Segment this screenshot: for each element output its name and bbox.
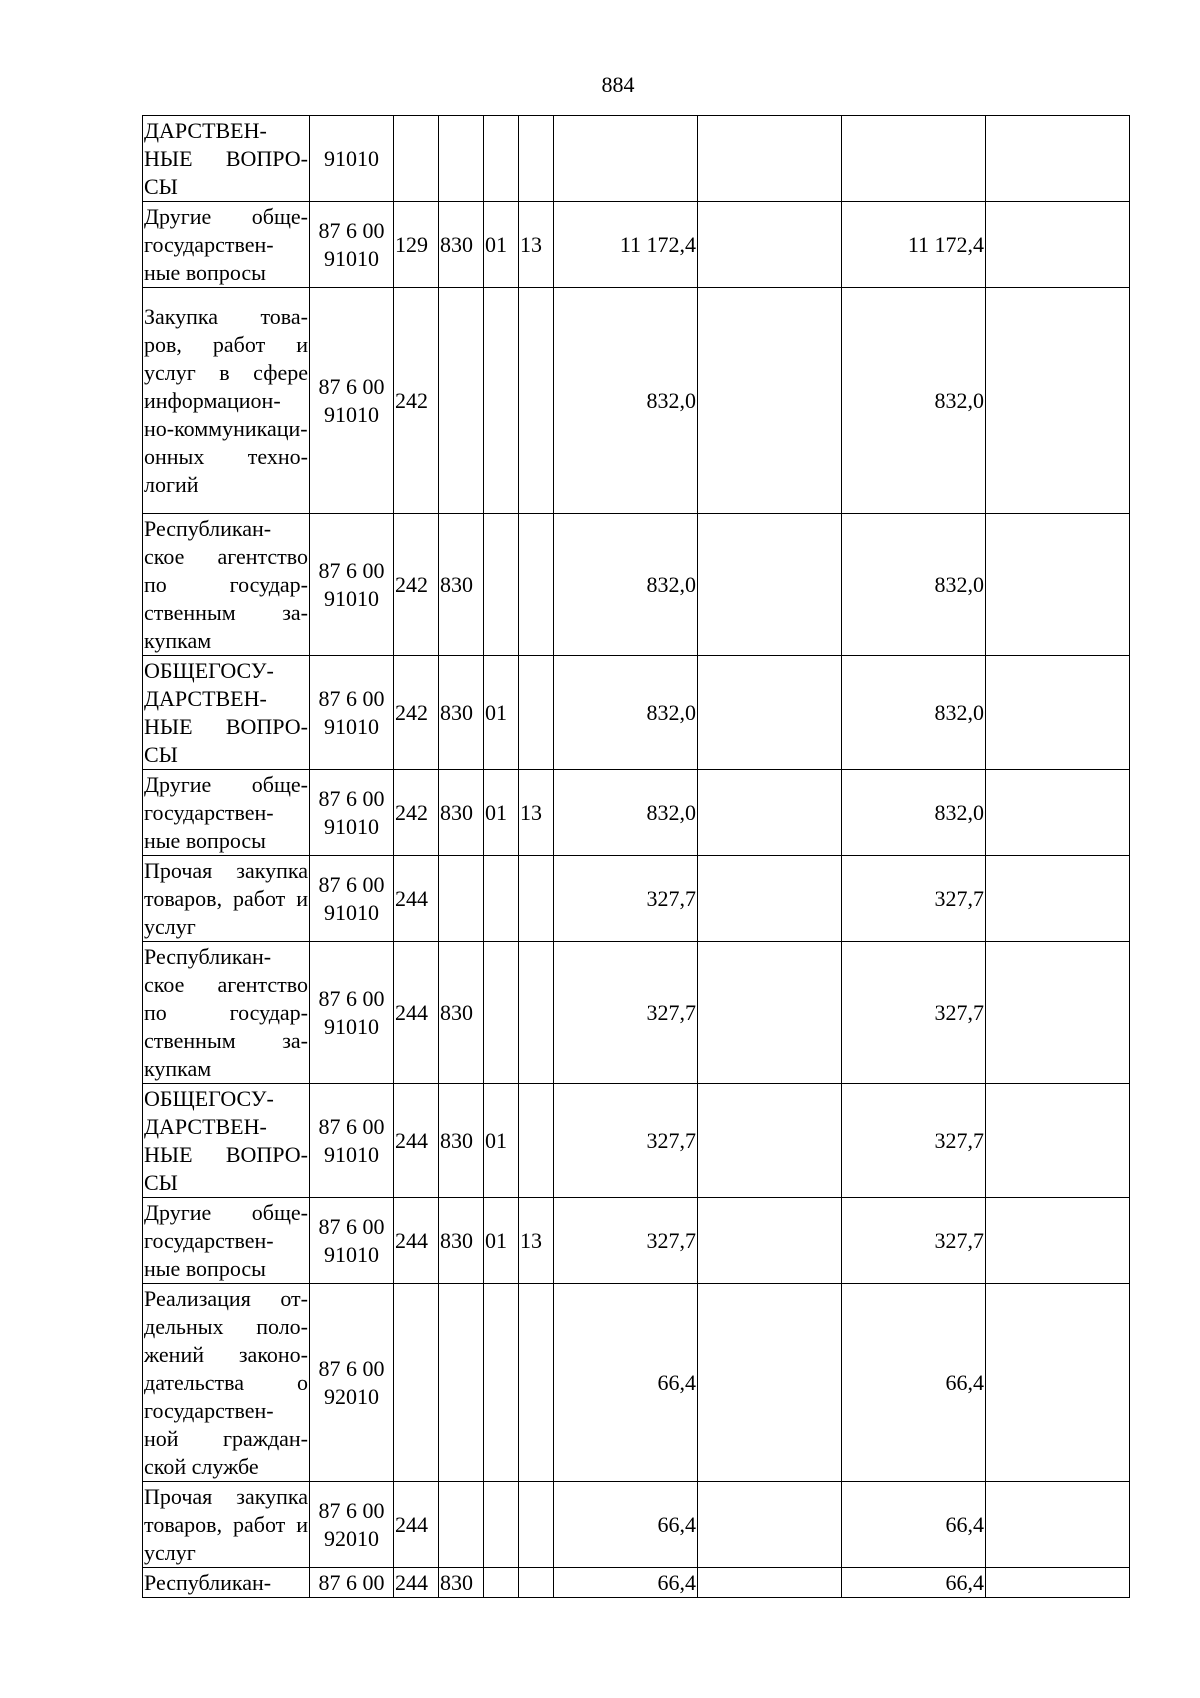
- cell-expense-type: 242: [394, 288, 439, 514]
- cell-amount-2: [698, 942, 842, 1084]
- cell-amount-2: [698, 856, 842, 942]
- cell-target-code: 87 6 00 92010: [310, 1482, 394, 1568]
- cell-amount-2: [698, 1568, 842, 1598]
- cell-name: ДАРСТВЕН-НЫЕ ВОПРО-СЫ: [143, 116, 310, 202]
- cell-subsection: [519, 116, 554, 202]
- cell-amount-4: [986, 1198, 1130, 1284]
- cell-amount-2: [698, 1482, 842, 1568]
- table-row: [143, 1482, 1130, 1568]
- cell-target-code: 87 6 00 91010: [310, 770, 394, 856]
- cell-section: [484, 856, 519, 942]
- table-body: [143, 116, 1130, 1598]
- cell-expense-type: 129: [394, 202, 439, 288]
- cell-amount-4: [986, 202, 1130, 288]
- cell-amount-4: [986, 770, 1130, 856]
- cell-subsection: [519, 656, 554, 770]
- cell-target-code: 87 6 00: [310, 1568, 394, 1598]
- cell-amount-3: 832,0: [842, 770, 986, 856]
- cell-subsection: 13: [519, 202, 554, 288]
- table-row: [143, 1198, 1130, 1284]
- cell-name: Закупка това-ров, работ и услуг в сфере информацион-но-коммуникаци-онных техно-логий: [143, 288, 310, 514]
- cell-expense-type: 242: [394, 770, 439, 856]
- cell-amount-3: 66,4: [842, 1482, 986, 1568]
- cell-amount-2: [698, 514, 842, 656]
- cell-section: [484, 288, 519, 514]
- table-row: [143, 514, 1130, 656]
- cell-amount-3: 327,7: [842, 1198, 986, 1284]
- cell-target-code: 87 6 00 92010: [310, 1284, 394, 1482]
- cell-amount-2: [698, 202, 842, 288]
- cell-section: 01: [484, 1198, 519, 1284]
- cell-amount-4: [986, 1568, 1130, 1598]
- table-row: [143, 1084, 1130, 1198]
- cell-amount-1: 832,0: [554, 288, 698, 514]
- cell-amount-2: [698, 656, 842, 770]
- cell-expense-type: 244: [394, 856, 439, 942]
- page-number: 884: [601, 72, 635, 97]
- cell-ministry-code: 830: [439, 1568, 484, 1598]
- cell-subsection: [519, 1482, 554, 1568]
- cell-expense-type: 244: [394, 1084, 439, 1198]
- cell-amount-2: [698, 1084, 842, 1198]
- cell-section: 01: [484, 656, 519, 770]
- table-row: [143, 202, 1130, 288]
- cell-name: Реализация от-дельных поло-жений законо-дательства о государствен-ной граждан-ской службе: [143, 1284, 310, 1482]
- table-row: [143, 116, 1130, 202]
- cell-subsection: 13: [519, 770, 554, 856]
- cell-amount-4: [986, 288, 1130, 514]
- cell-name: Другие обще-государствен-ные вопросы: [143, 1198, 310, 1284]
- table-row: [143, 288, 1130, 514]
- cell-subsection: [519, 1084, 554, 1198]
- cell-ministry-code: [439, 856, 484, 942]
- cell-target-code: 87 6 00 91010: [310, 856, 394, 942]
- cell-amount-3: 832,0: [842, 288, 986, 514]
- cell-amount-1: 327,7: [554, 1198, 698, 1284]
- cell-section: [484, 514, 519, 656]
- cell-section: [484, 1284, 519, 1482]
- table-row: [143, 656, 1130, 770]
- cell-target-code: 87 6 00 91010: [310, 656, 394, 770]
- cell-target-code: 91010: [310, 116, 394, 202]
- cell-section: [484, 942, 519, 1084]
- cell-section: 01: [484, 202, 519, 288]
- cell-section: [484, 116, 519, 202]
- table-row: [143, 770, 1130, 856]
- cell-amount-1: 832,0: [554, 514, 698, 656]
- cell-subsection: 13: [519, 1198, 554, 1284]
- cell-ministry-code: 830: [439, 202, 484, 288]
- cell-name: Прочая закупка товаров, работ и услуг: [143, 1482, 310, 1568]
- cell-amount-4: [986, 942, 1130, 1084]
- cell-expense-type: [394, 1284, 439, 1482]
- cell-amount-3: 327,7: [842, 942, 986, 1084]
- cell-amount-3: 327,7: [842, 856, 986, 942]
- cell-ministry-code: [439, 288, 484, 514]
- cell-ministry-code: 830: [439, 1198, 484, 1284]
- cell-section: [484, 1568, 519, 1598]
- cell-target-code: 87 6 00 91010: [310, 514, 394, 656]
- cell-expense-type: [394, 116, 439, 202]
- cell-expense-type: 242: [394, 656, 439, 770]
- cell-name: Прочая закупка товаров, работ и услуг: [143, 856, 310, 942]
- cell-amount-1: 327,7: [554, 1084, 698, 1198]
- cell-amount-1: 66,4: [554, 1568, 698, 1598]
- cell-expense-type: 244: [394, 942, 439, 1084]
- cell-ministry-code: [439, 1482, 484, 1568]
- cell-name: Республикан-: [143, 1568, 310, 1598]
- cell-subsection: [519, 1284, 554, 1482]
- cell-amount-1: 327,7: [554, 942, 698, 1084]
- cell-target-code: 87 6 00 91010: [310, 1198, 394, 1284]
- cell-name: Республикан-ское агентство по государ-ственным за-купкам: [143, 942, 310, 1084]
- cell-name: Другие обще-государствен-ные вопросы: [143, 770, 310, 856]
- cell-ministry-code: [439, 116, 484, 202]
- cell-amount-2: [698, 1198, 842, 1284]
- cell-name: ОБЩЕГОСУ-ДАРСТВЕН-НЫЕ ВОПРО-СЫ: [143, 656, 310, 770]
- cell-amount-1: 66,4: [554, 1284, 698, 1482]
- cell-amount-3: 832,0: [842, 514, 986, 656]
- cell-amount-4: [986, 1284, 1130, 1482]
- cell-amount-4: [986, 514, 1130, 656]
- cell-amount-4: [986, 116, 1130, 202]
- cell-amount-4: [986, 656, 1130, 770]
- cell-amount-2: [698, 116, 842, 202]
- cell-ministry-code: 830: [439, 514, 484, 656]
- cell-subsection: [519, 288, 554, 514]
- table-row: [143, 856, 1130, 942]
- cell-subsection: [519, 514, 554, 656]
- cell-amount-4: [986, 1084, 1130, 1198]
- cell-section: 01: [484, 1084, 519, 1198]
- table-row: [143, 1284, 1130, 1482]
- cell-amount-3: 11 172,4: [842, 202, 986, 288]
- cell-target-code: 87 6 00 91010: [310, 288, 394, 514]
- cell-section: [484, 1482, 519, 1568]
- cell-expense-type: 242: [394, 514, 439, 656]
- cell-ministry-code: [439, 1284, 484, 1482]
- cell-ministry-code: 830: [439, 1084, 484, 1198]
- cell-amount-2: [698, 288, 842, 514]
- cell-amount-1: 327,7: [554, 856, 698, 942]
- cell-name: ОБЩЕГОСУ-ДАРСТВЕН-НЫЕ ВОПРО-СЫ: [143, 1084, 310, 1198]
- cell-amount-1: [554, 116, 698, 202]
- cell-amount-1: 66,4: [554, 1482, 698, 1568]
- cell-amount-2: [698, 770, 842, 856]
- cell-expense-type: 244: [394, 1198, 439, 1284]
- cell-amount-3: [842, 116, 986, 202]
- cell-amount-4: [986, 1482, 1130, 1568]
- cell-amount-3: 66,4: [842, 1284, 986, 1482]
- cell-ministry-code: 830: [439, 656, 484, 770]
- cell-subsection: [519, 1568, 554, 1598]
- cell-section: 01: [484, 770, 519, 856]
- cell-amount-3: 832,0: [842, 656, 986, 770]
- cell-target-code: 87 6 00 91010: [310, 202, 394, 288]
- budget-table: [142, 115, 1130, 1598]
- cell-amount-1: 832,0: [554, 656, 698, 770]
- cell-ministry-code: 830: [439, 942, 484, 1084]
- cell-amount-3: 66,4: [842, 1568, 986, 1598]
- cell-subsection: [519, 856, 554, 942]
- cell-name: Другие обще-государствен-ные вопросы: [143, 202, 310, 288]
- table-row: [143, 942, 1130, 1084]
- cell-amount-2: [698, 1284, 842, 1482]
- cell-subsection: [519, 942, 554, 1084]
- cell-ministry-code: 830: [439, 770, 484, 856]
- cell-expense-type: 244: [394, 1568, 439, 1598]
- cell-amount-3: 327,7: [842, 1084, 986, 1198]
- cell-target-code: 87 6 00 91010: [310, 942, 394, 1084]
- cell-target-code: 87 6 00 91010: [310, 1084, 394, 1198]
- cell-amount-1: 832,0: [554, 770, 698, 856]
- cell-amount-4: [986, 856, 1130, 942]
- cell-name: Республикан-ское агентство по государ-ственным за-купкам: [143, 514, 310, 656]
- cell-amount-1: 11 172,4: [554, 202, 698, 288]
- cell-expense-type: 244: [394, 1482, 439, 1568]
- table-row: [143, 1568, 1130, 1598]
